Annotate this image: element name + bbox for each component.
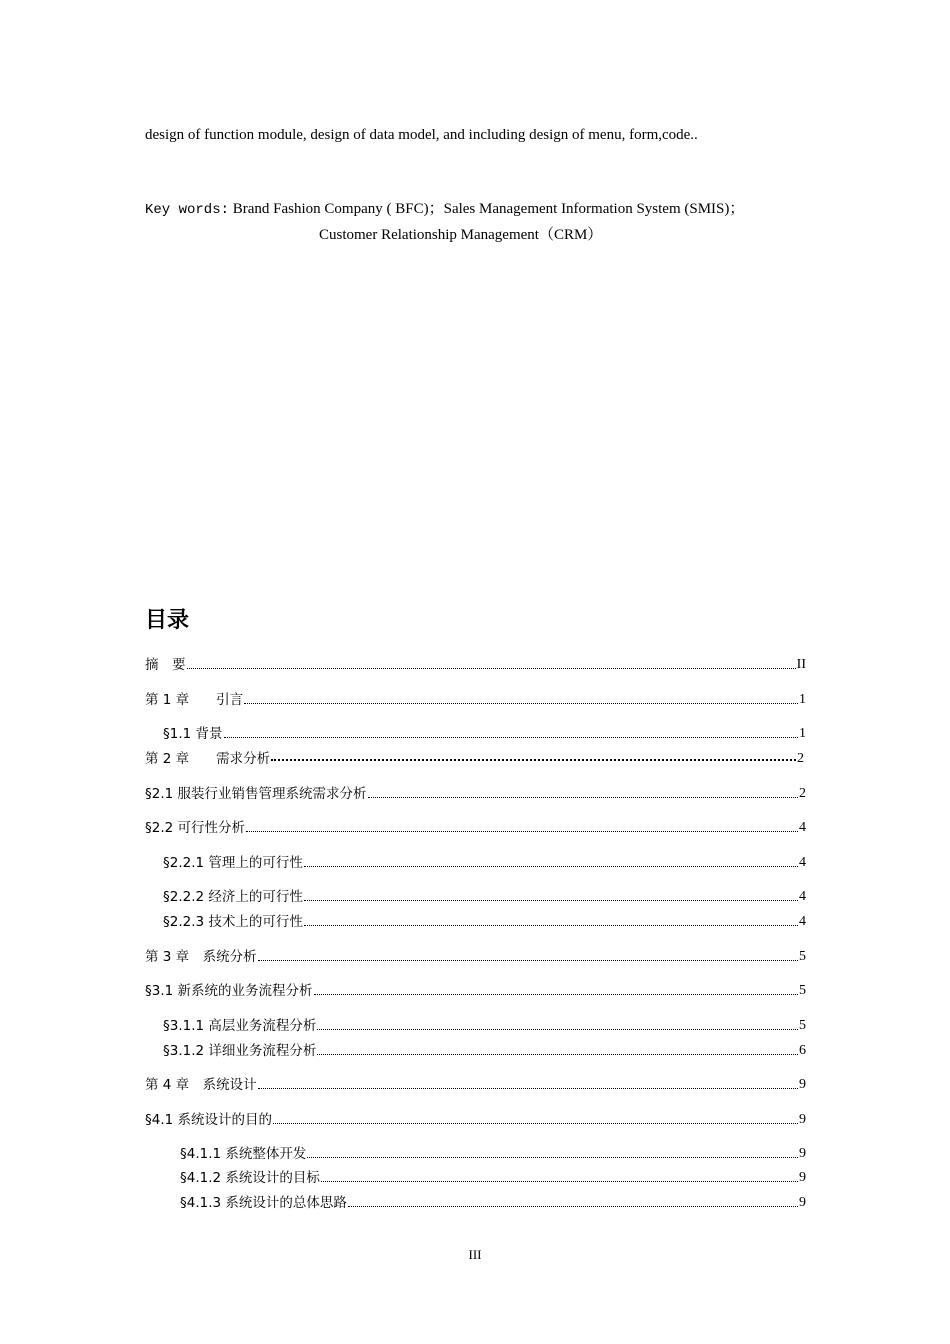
toc-entry-label: §4.1.2 系统设计的目标 (180, 1170, 320, 1186)
abstract-text: design of function module, design of data model, and including design of menu, form,code.. (145, 127, 698, 143)
toc-entry-page: 9 (799, 1170, 806, 1185)
toc-entry[interactable] (145, 1073, 806, 1093)
toc-entry-page: 5 (799, 983, 806, 998)
keywords-text: Brand Fashion Company ( BFC)；Sales Management Information System (SMIS)； (229, 201, 745, 217)
toc-leader (273, 1122, 798, 1124)
toc-entry-label: 摘 要 (145, 657, 186, 673)
toc-leader (348, 1205, 798, 1207)
toc-entry[interactable] (145, 816, 806, 836)
toc-leader (314, 993, 798, 995)
toc-entry-label: §2.2.2 经济上的可行性 (163, 889, 303, 905)
toc-leader (244, 702, 798, 704)
keywords-label: Key words: (145, 202, 230, 218)
toc-entry[interactable] (145, 653, 806, 673)
keywords-line-2: Customer Relationship Management（CRM） (319, 227, 603, 243)
toc-entry[interactable] (180, 1142, 806, 1162)
toc-leader (258, 959, 798, 961)
toc-entry[interactable] (163, 1014, 806, 1034)
toc-entry-page: 6 (799, 1043, 806, 1058)
toc-entry[interactable] (145, 747, 804, 767)
toc-entry[interactable] (145, 945, 806, 965)
toc-entry[interactable] (163, 722, 806, 742)
toc-entry-page: II (796, 657, 806, 672)
toc-entry-page: 9 (799, 1112, 806, 1127)
page-number: III (468, 1247, 482, 1262)
toc-leader (307, 1156, 798, 1158)
toc-leader (304, 865, 798, 867)
toc-entry[interactable] (145, 782, 806, 802)
toc-entry[interactable] (180, 1166, 806, 1186)
toc-entry-page: 4 (799, 889, 806, 904)
toc-entry-label: §3.1.2 详细业务流程分析 (163, 1043, 317, 1059)
toc-entry-label: 第 4 章 系统设计 (145, 1077, 257, 1093)
toc-entry[interactable] (180, 1191, 806, 1211)
toc-leader (246, 830, 798, 832)
toc-entry-page: 4 (799, 855, 806, 870)
toc-entry[interactable] (163, 851, 806, 871)
toc-leader (187, 667, 796, 669)
toc-entry-label: §4.1.1 系统整体开发 (180, 1146, 307, 1162)
toc-entry[interactable] (145, 1108, 806, 1128)
toc-leader (317, 1028, 798, 1030)
toc-entry[interactable] (163, 885, 806, 905)
keywords-line (145, 197, 744, 218)
toc-leader (258, 1087, 798, 1089)
toc-entry-label: §4.1 系统设计的目的 (145, 1112, 273, 1128)
toc-entry-label: §2.2.1 管理上的可行性 (163, 855, 303, 871)
toc-entry-page: 9 (799, 1146, 806, 1161)
toc-entry-label: §2.1 服装行业销售管理系统需求分析 (145, 786, 367, 802)
toc-leader (271, 758, 796, 761)
toc-entry-label: §1.1 背景 (163, 726, 223, 742)
toc-entry-page: 4 (799, 820, 806, 835)
toc-entry-page: 9 (799, 1195, 806, 1210)
toc-entry-label: 第 3 章 系统分析 (145, 949, 257, 965)
toc-entry[interactable] (145, 688, 806, 708)
toc-entry-label: 第 1 章 引言 (145, 692, 244, 708)
toc-entry-label: §2.2.3 技术上的可行性 (163, 914, 303, 930)
toc-leader (224, 736, 798, 738)
toc-entry-label: §4.1.3 系统设计的总体思路 (180, 1195, 347, 1211)
toc-entry-page: 9 (799, 1077, 806, 1092)
toc-entry-page: 5 (799, 1018, 806, 1033)
toc-entry-label: 第 2 章 需求分析 (145, 751, 271, 767)
toc-entry-page: 5 (799, 949, 806, 964)
toc-entry[interactable] (163, 910, 806, 930)
toc-leader (368, 796, 798, 798)
toc-leader (304, 924, 798, 926)
toc-leader (321, 1180, 798, 1182)
toc-entry[interactable] (145, 979, 806, 999)
toc-entry-page: 2 (799, 786, 806, 801)
toc-entry-page: 1 (799, 726, 806, 741)
toc-entry-page: 2 (797, 751, 804, 766)
toc-entry-label: §2.2 可行性分析 (145, 820, 246, 836)
toc-leader (317, 1053, 798, 1055)
toc-entry-label: §3.1 新系统的业务流程分析 (145, 983, 313, 999)
toc-title: 目录 (145, 608, 190, 633)
toc-leader (304, 899, 798, 901)
toc-entry-page: 4 (799, 914, 806, 929)
toc-entry-label: §3.1.1 高层业务流程分析 (163, 1018, 317, 1034)
toc-entry-page: 1 (799, 692, 806, 707)
toc-entry[interactable] (163, 1039, 806, 1059)
